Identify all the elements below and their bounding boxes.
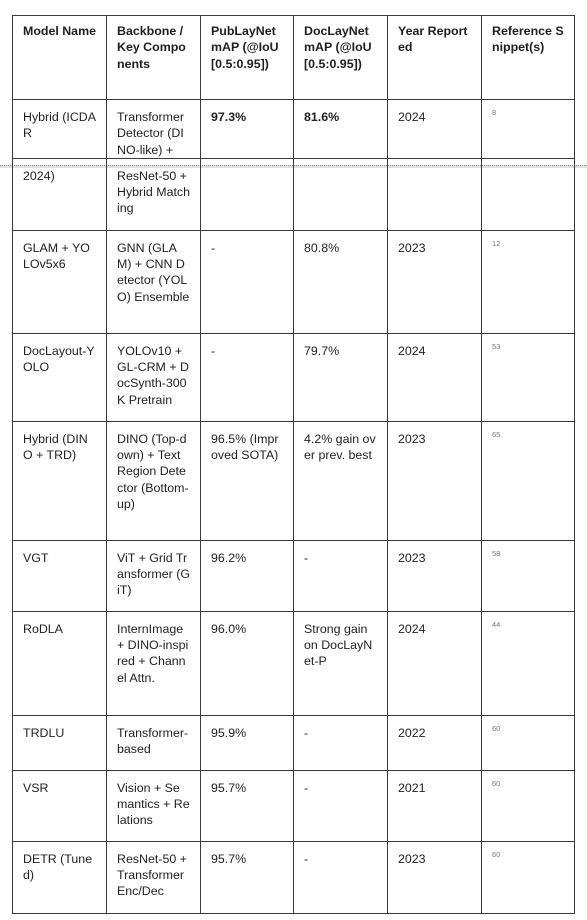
cell-publaynet: 97.3% (201, 100, 294, 159)
cell-backbone: GNN (GLAM) + CNN Detector (YOLO) Ensemble (107, 230, 201, 333)
cell-doclaynet: 81.6% (294, 100, 388, 159)
cell-year (388, 158, 482, 230)
reference-number: 60 (492, 778, 501, 788)
table-row (13, 100, 575, 159)
cell-year: 2024 (388, 611, 482, 715)
model-comparison-table (12, 15, 575, 914)
table-row (13, 611, 575, 715)
cell-ref (482, 540, 575, 611)
cell-ref (482, 841, 575, 913)
cell-publaynet: - (201, 333, 294, 421)
cell-doclaynet: - (294, 540, 388, 611)
cell-publaynet: - (201, 230, 294, 333)
cell-publaynet: 96.0% (201, 611, 294, 715)
header-backbone: Backbone / Key Components (107, 16, 201, 100)
cell-year: 2023 (388, 230, 482, 333)
cell-model: TRDLU (13, 715, 107, 770)
cell-ref (482, 715, 575, 770)
cell-publaynet (201, 158, 294, 230)
cell-year: 2024 (388, 100, 482, 159)
table-header-row (13, 16, 575, 100)
table-row (13, 715, 575, 770)
cell-doclaynet: 4.2% gain over prev. best (294, 421, 388, 540)
cell-doclaynet: 80.8% (294, 230, 388, 333)
reference-number: 60 (492, 849, 501, 859)
cell-publaynet: 96.5% (Improved SOTA) (201, 421, 294, 540)
cell-doclaynet: - (294, 770, 388, 841)
cell-backbone: Vision + Semantics + Relations (107, 770, 201, 841)
cell-doclaynet: - (294, 715, 388, 770)
reference-number: 58 (492, 548, 501, 558)
cell-doclaynet: - (294, 841, 388, 913)
cell-publaynet: 95.7% (201, 841, 294, 913)
cell-model: VSR (13, 770, 107, 841)
cell-model: RoDLA (13, 611, 107, 715)
cell-ref (482, 770, 575, 841)
cell-model: DETR (Tuned) (13, 841, 107, 913)
cell-ref (482, 100, 575, 159)
cell-doclaynet: Strong gain on DocLayNet-P (294, 611, 388, 715)
cell-model: GLAM + YOLOv5x6 (13, 230, 107, 333)
cell-ref (482, 333, 575, 421)
cell-model: Hybrid (DINO + TRD) (13, 421, 107, 540)
header-reference-snippets: Reference Snippet(s) (482, 16, 575, 100)
table-row (13, 421, 575, 540)
table-row (13, 230, 575, 333)
header-publaynet-map: PubLayNet mAP (@IoU[0.5:0.95]) (201, 16, 294, 100)
table-row (13, 158, 575, 230)
header-doclaynet-map: DocLayNet mAP (@IoU[0.5:0.95]) (294, 16, 388, 100)
reference-number: 60 (492, 723, 501, 733)
cell-publaynet: 95.7% (201, 770, 294, 841)
cell-year: 2021 (388, 770, 482, 841)
cell-doclaynet (294, 158, 388, 230)
cell-ref (482, 230, 575, 333)
reference-number: 44 (492, 619, 501, 629)
table-row (13, 770, 575, 841)
table-row (13, 333, 575, 421)
reference-number: 53 (492, 341, 501, 351)
cell-backbone: Transformer Detector (DINO-like) + (107, 100, 201, 159)
cell-year: 2023 (388, 841, 482, 913)
cell-backbone: Transformer-based (107, 715, 201, 770)
cell-year: 2023 (388, 540, 482, 611)
cell-publaynet: 95.9% (201, 715, 294, 770)
reference-number: 8 (492, 108, 497, 117)
cell-doclaynet: 79.7% (294, 333, 388, 421)
cell-backbone: ResNet-50 + Hybrid Matching (107, 158, 201, 230)
table-row (13, 841, 575, 913)
reference-number: 12 (492, 238, 501, 248)
header-year-reported: Year Reported (388, 16, 482, 100)
cell-model: Hybrid (ICDAR (13, 100, 107, 159)
cell-year: 2024 (388, 333, 482, 421)
cell-ref (482, 611, 575, 715)
cell-model: 2024) (13, 158, 107, 230)
cell-backbone: YOLOv10 + GL-CRM + DocSynth-300K Pretrain (107, 333, 201, 421)
cell-backbone: ResNet-50 + Transformer Enc/Dec (107, 841, 201, 913)
cell-model: DocLayout-YOLO (13, 333, 107, 421)
cell-backbone: DINO (Top-down) + Text Region Detector (Bottom-up) (107, 421, 201, 540)
cell-publaynet: 96.2% (201, 540, 294, 611)
cell-model: VGT (13, 540, 107, 611)
cell-backbone: ViT + Grid Transformer (GiT) (107, 540, 201, 611)
header-model-name: Model Name (13, 16, 107, 100)
reference-number: 65 (492, 429, 501, 439)
table-row (13, 540, 575, 611)
cell-year: 2022 (388, 715, 482, 770)
cell-ref (482, 158, 575, 230)
cell-backbone: InternImage + DINO-inspired + Channel Attn. (107, 611, 201, 715)
cell-ref (482, 421, 575, 540)
cell-year: 2023 (388, 421, 482, 540)
